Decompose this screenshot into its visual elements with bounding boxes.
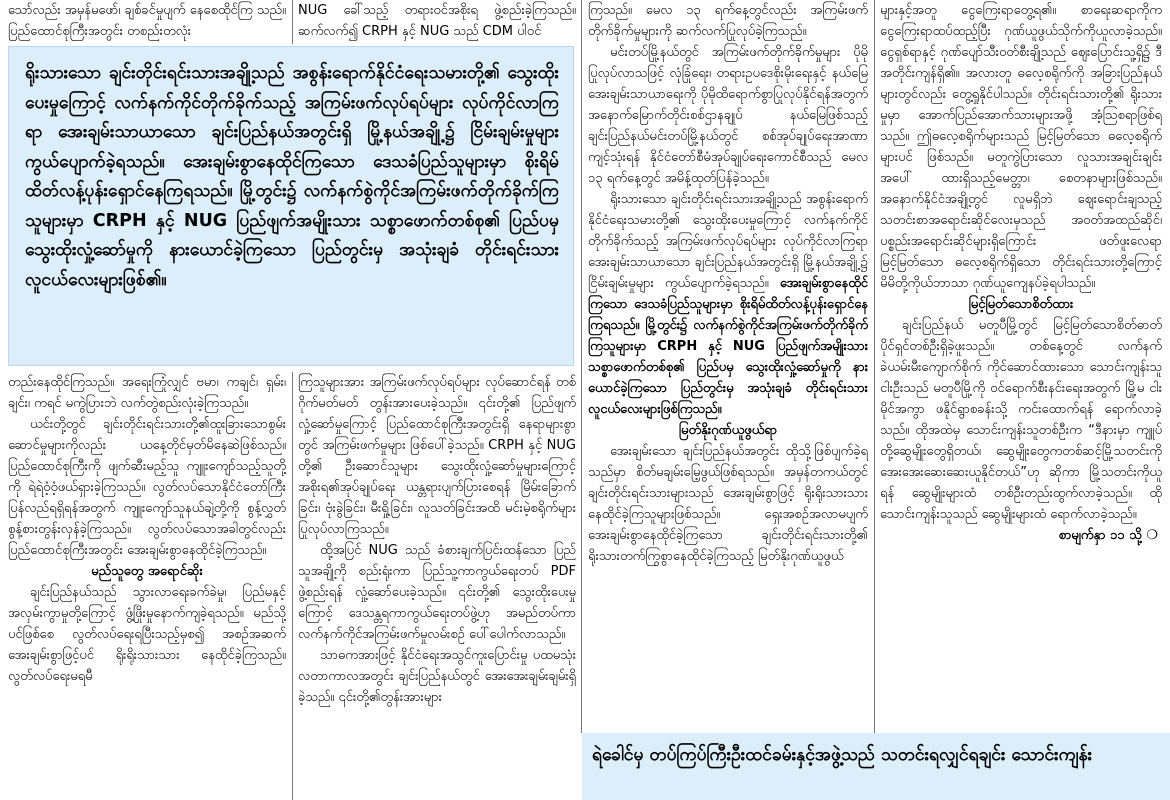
col3-paragraph-2 [588,189,868,420]
col1-paragraph-2: ယင်းတို့တွင် ချင်းတိုင်းရင်းသားတို့၏ထူးခြားသောစွမ်းဆောင်မှုများကိုလည်း ယနေ့တိုင်မှတ်မိနေဆဲဖြစ်သည်။ ပြည်ထောင်စုကြီးကို ဖျက်ဆီးမည့်သူ ကျူးကျော်သည့်သူတို့ကို ရဲရဲဝံ့ဝံ့ဖယ်ရှားခဲ့ကြသည်။ လွတ်လပ်သောနိုင်ငံတော်ကြီး ပြန်လည်ရရှိရန်အတွက် ကျူးကျော်သူနယ်ချဲ့တို့ကို စွန့်လွှတ်စွန့်စားတွန်းလှန်ခဲ့ကြသည်။ လွတ်လပ်သောအခါတွင်လည်း ပြည်ထောင်စုကြီးအတွင်း အေးချမ်းစွာနေထိုင်ခဲ့ကြသည်။ [8,417,286,558]
col3-paragraph-0: ကြသည်။ မေလ ၁၃ ရက်နေ့တွင်လည်း အကြမ်းဖက်တိုက်ခိုက်မှုများကို ဆက်လက်ပြုလုပ်ခဲ့ကြသည်။ [588,3,868,39]
column-rule-3 [874,0,875,733]
top-text-col1 [8,0,286,44]
top-text-col2 [298,0,576,44]
col3-paragraph-2a: ရိုးသားသော ချင်းတိုင်းရင်းသားအချို့သည် အစွန်းရောက်နိုင်ငံရေးသမားတို့၏ သွေးထိုးပေးမှုကြောင့် လက်နက်ကိုင်တိုက်ခိုက်သည့် အကြမ်းဖက်လုပ်ရပ်များ လုပ်ကိုင်လာကြရာ အေးချမ်းသာယာသော ချင်းပြည်နယ်အတွင်းရှိ မြို့နယ်အချို့၌ ငြိမ်းချမ်းမှုများ ကွယ်ပျောက်ခဲ့ရသည်။ [588,192,868,291]
column-3 [588,0,868,730]
column-1 [8,372,286,800]
column-rule-1b [292,372,293,800]
col2-paragraph-1: ကြသူများအား အကြမ်းဖက်လုပ်ရပ်များ လုပ်ဆောင်ရန် တစ်ဂိုက်မတ်မတ် တွန်းအားပေးခဲ့သည်။ ၎င်းတို့၏ ပြည်ဖျက်လှုံ့ဆော်မှုကြောင့် ပြည်ထောင်စုကြီးအတွင်းရှိ နေရာများစွာတွင် အကြမ်းဖက်မှုများ ဖြစ်ပေါ်ခဲ့သည်။ CRPH နှင့် NUG တို့၏ ဦးဆောင်သူများ သွေးထိုးလှုံ့ဆော်မှုများကြောင့် အစိုးရ၏အုပ်ချုပ်ရေး ယန္တရားပျက်ပြားစေရန် မြိမ်းခြောက်ခြင်း၊ ဗုံးခွဲခြင်း၊ မီးရှို့ခြင်း၊ လူသတ်ခြင်းအထိ မင်းမဲ့စရိုက်များ ပြုလုပ်လာကြသည်။ [298,375,576,537]
col2-paragraph-3: သာဓကအားဖြင့် နိုင်ငံရေးအသွင်ကူးပြောင်းမှု ပထမသုံးလတာကာလအတွင်း ချင်းပြည်နယ်တွင် အေးအေးချမ်းချမ်းရှိခဲ့သည်။ ၎င်းတို့၏တွန်းအားများ [298,648,576,705]
col3-paragraph-3: အေးချမ်းသော ချင်းပြည်နယ်အတွင်း ထိုသို့ဖြစ်ပျက်ခဲ့ရသည်မှာ စိတ်မချမ်းမြေ့ဖွယ်ဖြစ်ရသည်။ အမှန်တကယ်တွင် ချင်းတိုင်းရင်းသားများသည် အေးချမ်းစွာဖြင့် ရိုးရိုးသားသား နေထိုင်ခဲ့ကြသူများဖြစ်သည်။ ရှေးအစဉ်အလာမပျက် အေးချမ်းစွာနေထိုင်ခဲ့ကြသော ချင်းတိုင်းရင်းသားတို့၏ ရိုးသားတက်ကြွစွာနေထိုင်ခဲ့ကြသည့် မြတ်နိုးဂုဏ်ယူဖွယ် [588,444,868,564]
col1-paragraph-3: ချင်းပြည်နယ်သည် သွားလာရေးခက်ခဲမှု၊ ပြည်မနှင့်အလှမ်းကွာမှုတို့ကြောင့် ဖွံ့ဖြိုးမှုနောက်ကျခဲ့ရသည်။ မည်သို့ပင်ဖြစ်စေ လွတ်လပ်ရေးရပြီးသည့်မှစ၍ အစဉ်အဆက် အေးချမ်းစွာဖြင့်ပင် ရိုးရိုးသားသား နေထိုင်ခဲ့ကြသည်။ လွတ်လပ်ရေးမရမီ [8,585,286,684]
column-4 [880,0,1162,730]
col1-paragraph-1: တည်းနေထိုင်ကြသည်။ အရေးကြုံလျှင် ဗမာ၊ ကချင်၊ ရှမ်း၊ ချင်း၊ ကရင် မကွဲပြားဘဲ လက်တွဲစည်းလုံးခဲ့ကြသည်။ [8,375,286,411]
pull-quote-box [8,46,574,366]
col3-subheading: မြတ်နိုးဂုဏ်ယူဖွယ်ရာ [678,423,778,438]
col1-top-text: သော်လည်း အမှန်မဖော်၊ ချစ်ခင်မှုပျက် နေစေထိုင်ကြ သည်။ ပြည်ထောင်စုကြီးအတွင်း တစည်းတလုံး [8,3,286,39]
col3-paragraph-1: မင်းတပ်မြို့နယ်တွင် အကြမ်းဖက်တိုက်ခိုက်မှုများ ပိုမိုပြုလုပ်လာသဖြင့် လုံခြုံရေး၊ တရားဥပဒေစိုးမိုးရေးနှင့် နယ်မြေအေးချမ်းသာယာရေးကို ပိုမိုထိရောက်စွာပြုလုပ်နိုင်ရန်အတွက် အနောက်မြောက်တိုင်းစစ်ဌာနချုပ် နယ်မြေဖြစ်သည့် ချင်းပြည်နယ်မင်းတပ်မြို့နယ်တွင် စစ်အုပ်ချုပ်ရေးအာဏာကျင့်သုံးရန် နိုင်ငံတော်စီမံအုပ်ချုပ်ရေးကောင်စီသည် မေလ ၁၃ ရက်နေ့တွင် အမိန့်ထုတ်ပြန်ခဲ့သည်။ [588,45,868,186]
col2-paragraph-2: ထို့အပြင် NUG သည် ခံစားချက်ပြင်းထန်သော ပြည်သူအချို့ကို စည်းရုံးကာ ပြည်သူ့ကာကွယ်ရေးတပ် PDF ဖွဲ့စည်းရန် လှုံ့ဆော်ပေးခဲ့သည်။ ၎င်းတို့၏ သွေးထိုးပေးမှုကြောင့် ဒေသန္တရကာကွယ်ရေးတပ်ဖွဲ့ဟု အမည်တပ်ကာ လက်နက်ကိုင်အကြမ်းဖက်မှုလမ်းစဉ် ပေါ်ပေါက်လာသည်။ [298,543,576,642]
col4-subheading: မြင့်မြတ်သောစိတ်ထား [968,297,1074,312]
col1-subheading: မည်သူတွေ အရောင်ဆိုး [91,564,203,579]
col2-top-text: NUG ခေါ်သည့် တရားဝင်အစိုးရ ဖွဲ့စည်းခဲ့ကြသည်။ ဆက်လက်၍ CRPH နှင့် NUG သည် CDM ပါဝင် [298,3,576,39]
col4-paragraph-1: ချင်းပြည်နယ် မတူပီမြို့တွင် မြင့်မြတ်သောစိတ်ဓာတ်ပိုင်ရှင်တစ်ဦးရှိခဲ့ဖူးသည်။ တစ်နေ့တွင် လက်နက်ခဲယမ်းမီးကျောက်စိုက် ကိုင်ဆောင်ထားသော သောင်းကျန်းသူငါးဦးသည် မတူပီမြို့ကို ဝင်ရောက်စီးနင်းရေးအတွက် မြို့မ ငါးမိုင်အကွာ ဖနိုင်ရွာစခန်းသို့ ကင်းထောက်ရန် ရောက်လာခဲ့သည်။ ထိုအထဲမှ သောင်းကျန်းသူတစ်ဦးက “ဒီနားမှာ ကျူပ်တို့ဆွေမျိုးတွေရှိတယ်၊ ဆွေမျိုးတွေကတစ်ဆင့်မြို့သတင်းကို အေးအေးဆေးဆေးယူနိုင်တယ်”ဟု ဆိုကာ မြို့သတင်းကိုယူရန် ဆွေမျိုးများထံ တစ်ဦးတည်းထွက်လာခဲ့သည်။ ထိုသောင်းကျန်းသူသည် ဆွေမျိုးများထံ ရောက်လာခဲ့သည်။ [880,318,1162,522]
continued-on-page-note: စာမျက်နှာ ၁၁ သို့ ❍ [1058,528,1158,543]
pull-quote-text: ရိုးသားသော ချင်းတိုင်းရင်းသားအချို့သည် အစွန်းရောက်နိုင်ငံရေးသမားတို့၏ သွေးထိုးပေးမှုကြောင့် လက်နက်ကိုင်တိုက်ခိုက်သည့် အကြမ်းဖက်လုပ်ရပ်များ လုပ်ကိုင်လာကြရာ အေးချမ်းသာယာသော ချင်းပြည်နယ်အတွင်းရှိ မြို့နယ်အချို့၌ ငြိမ်းချမ်းမှုများ ကွယ်ပျောက်ခဲ့ရသည်။ အေးချမ်းစွာနေထိုင်ကြသော ဒေသခံပြည်သူများမှာ စိုးရိမ်ထိတ်လန့်ပုန်းရှောင်နေကြရသည်။ မြို့တွင်း၌ လက်နက်စွဲကိုင်အကြမ်းဖက်တိုက်ခိုက်ကြသူများမှာ CRPH နှင့် NUG ပြည်ဖျက်အမျိုးသား သစ္စာဖောက်တစ်စု၏ ပြည်ပမှ သွေးထိုးလှုံ့ဆော်မှုကို နားယောင်ခဲ့ကြသော ပြည်တွင်းမှ အသုံးချခံ တိုင်းရင်းသားလူငယ်လေးများဖြစ်၏။ [25,63,559,290]
bottom-headline-text: ရဲခေါင်မှ တပ်ကြပ်ကြီးဦးထင်ခမ်းနှင့်အဖွဲ့သည် သတင်းရလျှင်ရချင်း သောင်းကျန်း [592,745,1093,765]
bottom-headline-box [582,733,1170,800]
col4-paragraph-0: များနှင့်အတူ ငွေကြေးရာတွေ့ရ၏။ စာရေးဆရာကိုက ငွေကြေးရာထပ်ထည့်ပြီး ဂုဏ်ယူဖွယ်သိုက်ကိုယူလာခဲ့သည်။ ငွေရှစ်ရာနှင့် ဂုဏ်ပျော်သီးဝတ်စီးချို့သည် ဈေးပြောင်းသူ့ရှိ၌ ဒီအတိုင်းကျန်ရှိ၏။ အလားတူ ဓလေ့စရိုက်ကို အခြားပြည်နယ်များတွင်လည်း တွေ့ရှုနိုင်ပါသည်။ တိုင်းရင်းသားတို့၏ ရိုးသားမှုမှာ အောက်ပြည်အောက်သားများအဖို့ အံ့ဩစရာဖြစ်ရသည်။ ဤဓလေ့စရိုက်များသည် မြင့်မြတ်သော ဓလေ့စရိုက်များပင် ဖြစ်သည်။ မတူကွဲပြားသော လူသားအချင်းချင်းအပေါ် ထားရှိသည့်မေတ္တာ၊ စေတနာများဖြစ်သည်။ အနောက်နိုင်ငံအချို့တွင် လူမရှိဘဲ ဈေးရောင်းချသည့် သတင်းစာအရောင်းဆိုင်လေးမှသည် အဝတ်အထည်ဆိုင်၊ ပစ္စည်းအရောင်းဆိုင်များရှိကြောင်း ဖတ်ဖူးလေရာ မြင့်မြတ်သော ဓလေ့စရိုက်ရှိသော တိုင်းရင်းသားတို့ကြောင့် မိမိတို့ကိုယ်ဘာသာ ဂုဏ်ယူကျေနပ်ခဲ့ရပါသည်။ [880,3,1162,291]
col3-paragraph-2b-bold: အေးချမ်းစွာနေထိုင်ကြသော ဒေသခံပြည်သူများမှာ စိုးရိမ်ထိတ်လန့်ပုန်းရှောင်နေကြရသည်။ မြို့တွင်း၌ လက်နက်စွဲကိုင်အကြမ်းဖက်တိုက်ခိုက်ကြသူများမှာ CRPH နှင့် NUG ပြည်ဖျက်အမျိုးသားသစ္စာဖောက်တစ်စု၏ ပြည်ပမှ သွေးထိုးလှုံ့ဆော်မှုကို နားယောင်ခဲ့ကြသော ပြည်တွင်းမှ အသုံးချခံ တိုင်းရင်းသားလူငယ်လေးများဖြစ်ကြသည်။ [588,276,868,417]
column-rule-1 [292,0,293,44]
column-rule-2 [581,0,582,733]
column-2 [298,372,576,800]
